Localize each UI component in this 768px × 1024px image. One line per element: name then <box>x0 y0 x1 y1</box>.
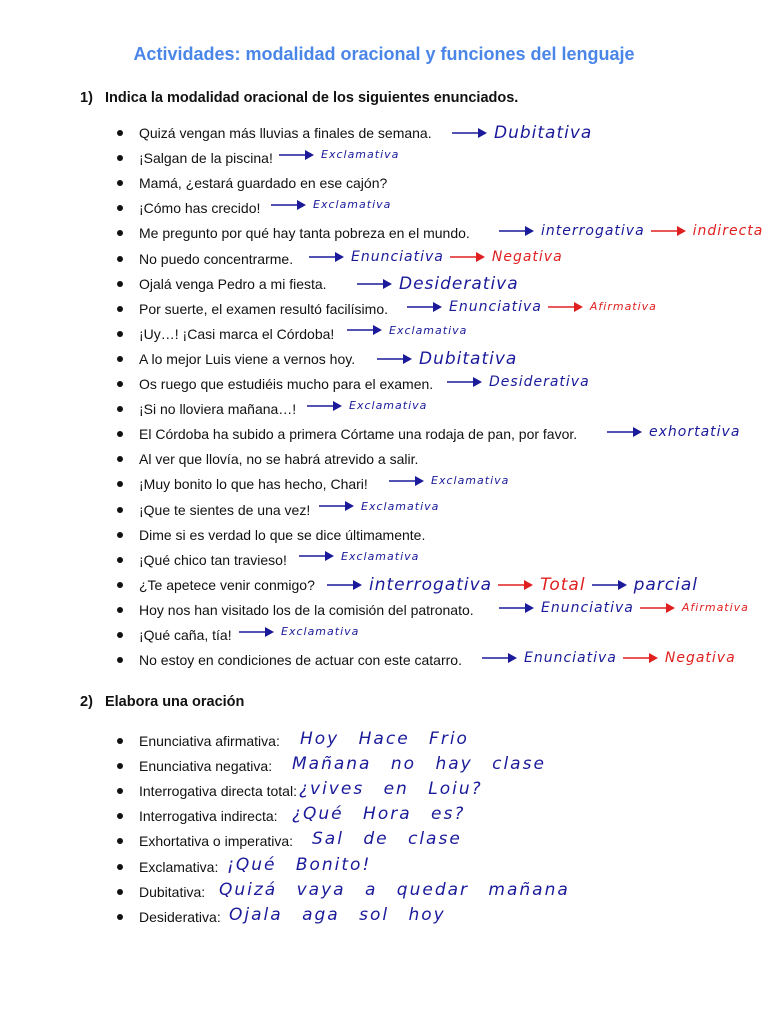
statement-text: ¡Uy…! ¡Casi marca el Córdoba! <box>139 325 335 342</box>
arrow-icon <box>357 278 393 290</box>
annotation-word: Dubitativa <box>419 348 518 369</box>
annotation-word: interrogativa <box>369 574 493 595</box>
statement-row <box>117 451 767 476</box>
statement-row <box>117 323 767 351</box>
bullet-icon <box>117 864 123 870</box>
bullet-icon <box>117 281 123 287</box>
statement-row <box>117 125 767 150</box>
handwritten-annotation <box>319 500 445 513</box>
bullet-icon <box>117 406 123 412</box>
statement-text: Dime si es verdad lo que se dice últimamente. <box>139 526 426 543</box>
statement-text: ¡Muy bonito lo que has hecho, Chari! <box>139 476 368 493</box>
statement-text: ¡Qué caña, tía! <box>139 627 232 643</box>
annotation-word: Enunciativa <box>541 599 634 616</box>
handwritten-answer: ¿Qué Hora es? <box>292 804 466 825</box>
arrow-icon <box>389 475 425 487</box>
annotation-word: Exclamativa <box>281 625 360 638</box>
statement-row <box>117 273 767 301</box>
bullet-icon <box>117 431 123 437</box>
handwritten-answer: Hoy Hace Frio <box>300 729 469 749</box>
bullet-icon <box>117 507 123 513</box>
handwritten-annotation <box>407 299 663 315</box>
handwritten-annotation <box>389 474 515 487</box>
bullet-icon <box>117 356 123 362</box>
arrow-icon <box>450 251 486 263</box>
arrow-icon <box>592 579 628 591</box>
arrow-icon <box>452 127 488 139</box>
page-title: Actividades: modalidad oracional y funciones del lenguaje <box>133 44 635 64</box>
statement-row <box>117 248 767 276</box>
statement-row <box>117 652 767 677</box>
bullet-icon <box>117 632 123 638</box>
annotation-word: Exclamativa <box>321 148 400 162</box>
bullet-icon <box>117 914 123 920</box>
statement-text: Al ver que llovía, no se habrá atrevido a salir. <box>139 451 419 468</box>
handwritten-answer: Ojala aga sol hoy <box>229 904 446 925</box>
sentence-row <box>117 904 767 934</box>
sentence-type-label: Exhortativa o imperativa: <box>139 833 294 850</box>
arrow-icon <box>498 579 534 591</box>
handwritten-annotation <box>347 324 473 337</box>
annotation-word: Exclamativa <box>431 474 510 488</box>
statement-text: Por suerte, el examen resultó facilísimo. <box>139 300 388 317</box>
sentence-type-label: Enunciativa negativa: <box>139 758 273 775</box>
bullet-icon <box>117 481 123 487</box>
statement-text: No puedo concentrarme. <box>139 250 294 267</box>
handwritten-annotation <box>452 123 598 143</box>
arrow-icon <box>499 225 535 237</box>
annotation-word: exhortativa <box>649 424 741 441</box>
statement-text: No estoy en condiciones de actuar con este catarro. <box>139 652 462 669</box>
bullet-icon <box>117 582 123 588</box>
statement-row <box>117 549 767 577</box>
handwritten-annotation <box>279 148 405 161</box>
bullet-icon <box>117 230 123 236</box>
arrow-icon <box>447 376 483 388</box>
annotation-word: indirecta <box>692 223 764 240</box>
sentence-type-label: Desiderativa: <box>139 908 221 925</box>
statement-row <box>117 150 767 175</box>
statement-text: A lo mejor Luis viene a vernos hoy. <box>139 350 356 367</box>
bullet-icon <box>117 889 123 895</box>
handwritten-answer: Sal de clase <box>312 829 462 850</box>
statement-row <box>117 527 767 552</box>
bullet-icon <box>117 838 123 844</box>
bullet-icon <box>117 657 123 663</box>
arrow-icon <box>299 550 335 562</box>
statement-text: ¡Salgan de la piscina! <box>139 150 273 167</box>
statement-row <box>117 348 767 376</box>
annotation-word: Total <box>540 574 586 595</box>
annotation-word: interrogativa <box>541 223 645 240</box>
statement-row <box>117 175 767 200</box>
handwritten-annotation <box>357 274 525 294</box>
handwritten-annotation <box>447 374 596 390</box>
sentence-row <box>117 829 767 858</box>
handwritten-annotation <box>377 349 523 369</box>
statement-row <box>117 574 767 602</box>
arrow-icon <box>623 652 659 664</box>
handwritten-annotation <box>271 198 397 211</box>
arrow-icon <box>319 500 355 512</box>
statement-row <box>117 401 767 426</box>
annotation-word: Afirmativa <box>681 601 749 615</box>
statement-text: Me pregunto por qué hay tanta pobreza en el mundo. <box>139 225 470 242</box>
arrow-icon <box>640 602 676 614</box>
bullet-icon <box>117 331 123 337</box>
statement-text: El Córdoba ha subido a primera Córtame una rodaja de pan, por favor. <box>139 426 578 443</box>
annotation-word: Dubitativa <box>494 123 593 143</box>
sentence-type-label: Exclamativa: <box>139 858 219 875</box>
arrow-icon <box>407 301 443 313</box>
statement-row <box>117 200 767 225</box>
section-1-heading: 1) Indica la modalidad oracional de los siguientes enunciados. <box>80 90 519 106</box>
annotation-word: Exclamativa <box>361 499 440 513</box>
handwritten-annotation <box>327 575 704 595</box>
sentence-type-label: Enunciativa afirmativa: <box>139 733 280 749</box>
sentence-type-label: Dubitativa: <box>139 883 206 900</box>
statement-text: ¡Cómo has crecido! <box>139 200 261 217</box>
sentence-type-label: Interrogativa directa total: <box>139 783 297 800</box>
arrow-icon <box>327 579 363 591</box>
sentence-type-label: Interrogativa indirecta: <box>139 808 278 825</box>
handwritten-answer: Quizá vaya a quedar mañana <box>219 879 570 900</box>
statement-row <box>117 476 767 501</box>
bullet-icon <box>117 456 123 462</box>
annotation-word: Enunciativa <box>524 650 617 667</box>
bullet-icon <box>117 130 123 136</box>
statement-text: Os ruego que estudiéis mucho para el examen. <box>139 376 434 392</box>
arrow-icon <box>377 353 413 365</box>
bullet-icon <box>117 306 123 312</box>
bullet-icon <box>117 532 123 538</box>
annotation-word: Negativa <box>491 248 563 265</box>
statement-text: Hoy nos han visitado los de la comisión del patronato. <box>139 601 474 618</box>
bullet-icon <box>117 205 123 211</box>
annotation-word: parcial <box>633 574 698 595</box>
arrow-icon <box>309 251 345 263</box>
statement-row <box>117 298 767 326</box>
handwritten-answer: ¡Qué Bonito! <box>227 854 372 875</box>
handwritten-annotation <box>239 625 365 638</box>
arrow-icon <box>548 301 584 313</box>
handwritten-annotation <box>499 223 768 239</box>
annotation-word: Exclamativa <box>313 198 392 212</box>
handwritten-answer: Mañana no hay clase <box>292 754 546 775</box>
arrow-icon <box>239 626 275 638</box>
statement-text: Ojalá venga Pedro a mi fiesta. <box>139 275 327 292</box>
arrow-icon <box>651 225 687 237</box>
annotation-word: Enunciativa <box>449 298 542 315</box>
statement-row <box>117 599 767 627</box>
annotation-word: Negativa <box>664 650 736 667</box>
handwritten-answer: ¿vives en Loiu? <box>299 779 483 800</box>
bullet-icon <box>117 788 123 794</box>
statement-text: ¡Si no lloviera mañana…! <box>139 401 297 418</box>
handwritten-annotation <box>482 650 742 666</box>
bullet-icon <box>117 381 123 387</box>
section-2-heading: 2) Elabora una oración <box>80 694 245 710</box>
arrow-icon <box>271 199 307 211</box>
statement-text: Mamá, ¿estará guardado en ese cajón? <box>139 175 388 192</box>
arrow-icon <box>347 324 383 336</box>
annotation-word: Afirmativa <box>589 300 657 314</box>
annotation-word: Desiderativa <box>399 273 519 294</box>
statement-row <box>117 627 767 652</box>
bullet-icon <box>117 607 123 613</box>
statement-text: Quizá vengan más lluvias a finales de semana. <box>139 125 432 141</box>
arrow-icon <box>482 652 518 664</box>
handwritten-annotation <box>309 249 569 265</box>
bullet-icon <box>117 180 123 186</box>
bullet-icon <box>117 738 123 744</box>
bullet-icon <box>117 813 123 819</box>
handwritten-annotation <box>499 600 755 616</box>
bullet-icon <box>117 763 123 769</box>
arrow-icon <box>607 426 643 438</box>
bullet-icon <box>117 155 123 161</box>
statement-row <box>117 376 767 401</box>
arrow-icon <box>499 602 535 614</box>
statement-text: ¡Qué chico tan travieso! <box>139 551 287 568</box>
arrow-icon <box>307 400 343 412</box>
handwritten-annotation <box>307 399 433 412</box>
handwritten-annotation <box>607 424 746 440</box>
annotation-word: Desiderativa <box>489 374 590 390</box>
statement-row <box>117 499 767 527</box>
statement-row <box>117 225 767 250</box>
annotation-word: Exclamativa <box>341 549 420 563</box>
arrow-icon <box>279 149 315 161</box>
bullet-icon <box>117 256 123 262</box>
handwritten-annotation <box>299 550 425 563</box>
bullet-icon <box>117 557 123 563</box>
statement-text: ¡Que te sientes de una vez! <box>139 501 311 518</box>
annotation-word: Exclamativa <box>349 399 428 413</box>
statement-row <box>117 426 767 451</box>
annotation-word: Exclamativa <box>389 323 468 337</box>
annotation-word: Enunciativa <box>351 248 444 265</box>
statement-text: ¿Te apetece venir conmigo? <box>139 576 315 593</box>
